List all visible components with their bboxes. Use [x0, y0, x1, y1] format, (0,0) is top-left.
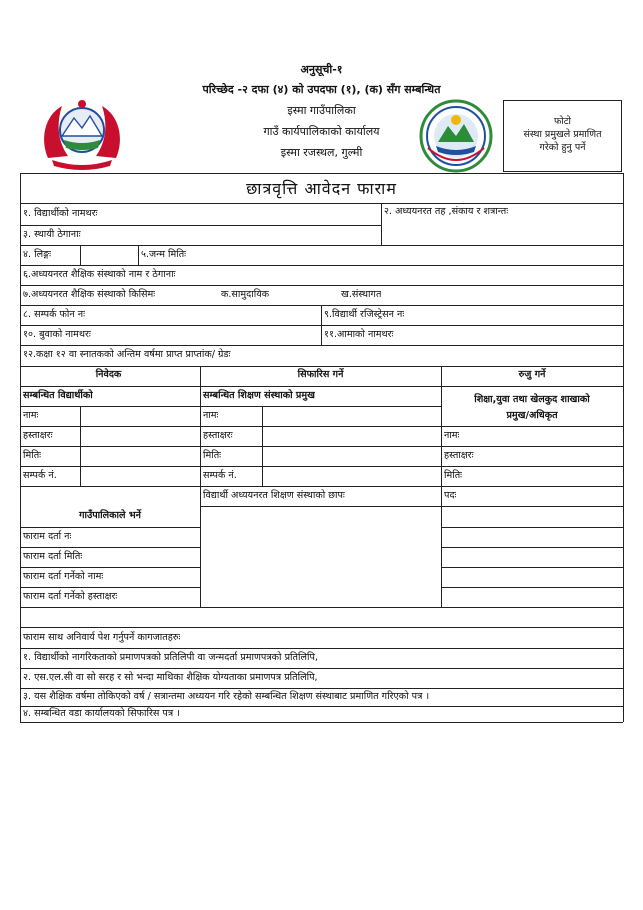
- recommend-subheading: सम्बन्धित शिक्षण संस्थाको प्रमुख: [203, 390, 315, 401]
- recommender-signature-label: हस्ताक्षरः: [203, 430, 233, 441]
- institution-field[interactable]: ६.अध्ययनरत शैक्षिक संस्थाको नाम र ठेगानाः: [23, 269, 176, 280]
- photo-certification-note-2: गरेको हुनु पर्ने: [539, 142, 586, 153]
- recommender-date-label: मितिः: [203, 450, 222, 461]
- inst-type-private-option[interactable]: ख.संस्थागत: [341, 289, 382, 300]
- institution-stamp-label: विद्यार्थी अध्ययनरत शिक्षण संस्थाको छापः: [203, 490, 345, 501]
- photo-box: [503, 100, 622, 172]
- document-item: ३. यस शैक्षिक वर्षमा तोकिएको वर्ष / सत्रान्तमा अध्ययन गरि रहेको सम्बन्धित शिक्षण संस्थाबाट प्रमाणित गरिएको पत्र ।: [23, 691, 430, 702]
- registrar-name-field[interactable]: फाराम दर्ता गर्नेको नामः: [23, 571, 104, 582]
- verify-subheading-line-2: प्रमुख/अधिकृत: [506, 410, 558, 421]
- student-name-field[interactable]: १. विद्यार्थीको नामथरः: [23, 208, 98, 219]
- verifier-date-label: मितिः: [444, 470, 463, 481]
- permanent-address-field[interactable]: ३. स्थायी ठेगानाः: [23, 229, 81, 240]
- office-use-heading: गाउँपालिकाले भर्ने: [79, 510, 141, 521]
- recommender-contact-label: सम्पर्क नं.: [203, 470, 237, 481]
- form-reg-date-field[interactable]: फाराम दर्ता मितिः: [23, 551, 83, 562]
- verifier-post-label: पदः: [444, 490, 457, 501]
- form-reg-no-field[interactable]: फाराम दर्ता नः: [23, 531, 72, 542]
- verify-heading: रुजु गर्ने: [518, 369, 546, 380]
- phone-field[interactable]: ८. सम्पर्क फोन नः: [23, 309, 86, 320]
- applicant-signature-label: हस्ताक्षरः: [23, 430, 53, 441]
- document-item: १. विद्यार्थीको नागरिकताको प्रमाणपत्रको प्रतिलिपी वा जन्मदर्ता प्रमाणपत्रको प्रतिलिपि,: [23, 652, 318, 663]
- verifier-signature-label: हस्ताक्षरः: [444, 450, 474, 461]
- recommend-heading: सिफारिस गर्ने: [297, 369, 344, 380]
- verify-subheading-line-1: शिक्षा,युवा तथा खेलकुद शाखाको: [474, 394, 590, 405]
- mother-name-field[interactable]: ११.आमाको नामथरः: [324, 329, 394, 340]
- grade-field[interactable]: १२.कक्षा १२ वा स्नातकको अन्तिम वर्षमा प्राप्त प्राप्तांक/ ग्रेडः: [23, 349, 231, 360]
- verifier-name-label: नामः: [444, 430, 460, 441]
- nepal-emblem-icon: [38, 96, 126, 172]
- registration-field[interactable]: ९.विद्यार्थी रजिस्ट्रेसन नः: [324, 309, 405, 320]
- gender-field[interactable]: ४. लिङ्गः: [23, 249, 52, 260]
- recommender-name-label: नामः: [203, 410, 219, 421]
- document-item: २. एस.एल.सी वा सो सरह र सो भन्दा माथिका शैक्षिक योग्यताका प्रमाणपत्र प्रतिलिपि,: [23, 672, 318, 683]
- applicant-contact-label: सम्पर्क नं.: [23, 470, 57, 481]
- institution-type-field: ७.अध्ययनरत शैक्षिक संस्थाको किसिमः: [23, 289, 156, 300]
- level-faculty-field[interactable]: २. अध्ययनरत तह ,संकाय र शत्रान्तः: [384, 206, 509, 217]
- dob-field[interactable]: ५.जन्म मितिः: [141, 249, 187, 260]
- father-name-field[interactable]: १०. बुवाको नामथरः: [23, 329, 91, 340]
- verify-subheading: [441, 392, 623, 424]
- schedule-label: अनुसूची-१: [300, 63, 343, 76]
- chapter-reference: परिच्छेद -२ दफा (४) को उपदफा (१), (क) सँग सम्बन्धित: [202, 83, 441, 96]
- documents-intro: फाराम साथ अनिवार्य पेश गर्नुपर्ने कागजातहरुः: [23, 632, 181, 643]
- applicant-date-label: मितिः: [23, 450, 42, 461]
- photo-certification-note: संस्था प्रमुखले प्रमाणित: [523, 129, 602, 140]
- registrar-signature-field[interactable]: फाराम दर्ता गर्नेको हस्ताक्षरः: [23, 591, 118, 602]
- municipality-logo-icon: [418, 98, 494, 174]
- office-address: इस्मा रजस्थल, गुल्मी: [280, 146, 363, 159]
- municipality-name: इस्मा गाउँपालिका: [287, 104, 356, 117]
- form-title: छात्रवृत्ति आवेदन फाराम: [246, 179, 397, 198]
- inst-type-community-option[interactable]: क.सामुदायिक: [221, 289, 270, 300]
- document-item: ४. सम्बन्धित वडा कार्यालयको सिफारिस पत्र ।: [23, 708, 180, 719]
- applicant-name-label: नामः: [23, 410, 39, 421]
- applicant-subheading: सम्बन्धित विद्यार्थीको: [23, 390, 93, 401]
- photo-label: फोटो: [553, 116, 572, 127]
- office-name: गाउँ कार्यपालिकाको कार्यालय: [263, 125, 380, 138]
- applicant-heading: निवेदक: [95, 369, 122, 380]
